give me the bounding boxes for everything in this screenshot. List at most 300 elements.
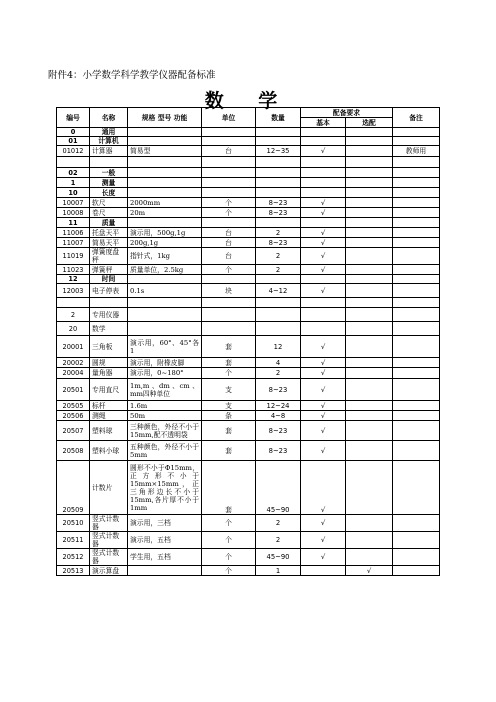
cell-optional: [346, 401, 393, 411]
cell-spec: 演示用，500g,1g: [128, 228, 202, 238]
cell-code: 20511: [57, 532, 90, 549]
cell-basic: √: [301, 228, 346, 238]
table-row: [57, 441, 440, 461]
cell-empty: [301, 157, 346, 168]
table-row: [57, 146, 440, 157]
cell-note: [393, 238, 440, 248]
cell-spec: 学生用，五档: [128, 549, 202, 566]
cell-basic: √: [301, 368, 346, 379]
cell-name: 计算机: [90, 137, 128, 146]
cell-optional: [346, 358, 393, 368]
cell-spec: 质量单位，2.5kg: [128, 265, 202, 275]
cell-spec: 1.6m: [128, 401, 202, 411]
cell-note: [393, 549, 440, 566]
table-body: [57, 128, 440, 576]
cell-empty: [128, 218, 202, 228]
empty-row: [57, 298, 440, 308]
cell-empty: [301, 298, 346, 308]
header-qty: 数量: [256, 108, 301, 128]
cell-empty: [256, 168, 301, 178]
header-note: 备注: [393, 108, 440, 128]
cell-unit: 套: [202, 358, 256, 368]
table-row: [57, 137, 440, 146]
cell-code: 20501: [57, 379, 90, 401]
cell-note: [393, 358, 440, 368]
cell-spec: 圆形不小于Φ15mm，正方形不小于15mm×15mm，正三角形边长不小于15mm,各片厚不小于1mm: [128, 461, 202, 515]
cell-empty: [256, 298, 301, 308]
cell-code: 20510: [57, 515, 90, 532]
cell-note: [393, 411, 440, 421]
cell-spec: 演示用，三档: [128, 515, 202, 532]
cell-basic: √: [301, 265, 346, 275]
cell-empty: [301, 188, 346, 198]
cell-name: 长度: [90, 188, 128, 198]
cell-code: 11007: [57, 238, 90, 248]
cell-spec: 200g,1g: [128, 238, 202, 248]
cell-empty: [256, 137, 301, 146]
cell-note: [393, 421, 440, 441]
table-row: [57, 566, 440, 576]
table-row: [57, 308, 440, 322]
cell-basic: √: [301, 379, 346, 401]
cell-unit: 支: [202, 379, 256, 401]
cell-name: 计数片: [90, 461, 128, 515]
cell-basic: √: [301, 358, 346, 368]
cell-empty: [256, 128, 301, 137]
cell-empty: [202, 128, 256, 137]
cell-empty: [202, 188, 256, 198]
cell-empty: [393, 128, 440, 137]
cell-note: [393, 198, 440, 208]
table-row: [57, 188, 440, 198]
header-name: 名称: [90, 108, 128, 128]
cell-optional: [346, 228, 393, 238]
cell-qty: 8~23: [256, 198, 301, 208]
cell-basic: √: [301, 549, 346, 566]
cell-basic: √: [301, 461, 346, 515]
cell-unit: 条: [202, 411, 256, 421]
cell-unit: 套: [202, 421, 256, 441]
table-row: [57, 284, 440, 298]
cell-name: 塑料小球: [90, 441, 128, 461]
cell-name: 演示算盘: [90, 566, 128, 576]
cell-empty: [202, 275, 256, 284]
cell-qty: 8~23: [256, 441, 301, 461]
cell-name: 软尺: [90, 198, 128, 208]
cell-empty: [128, 275, 202, 284]
cell-code: 10: [57, 188, 90, 198]
cell-qty: 2: [256, 515, 301, 532]
cell-unit: 支: [202, 401, 256, 411]
cell-empty: [128, 188, 202, 198]
cell-qty: 8~23: [256, 421, 301, 441]
cell-qty: 1: [256, 566, 301, 576]
cell-empty: [202, 322, 256, 336]
cell-empty: [128, 322, 202, 336]
table-row: [57, 322, 440, 336]
cell-name: 三角板: [90, 336, 128, 358]
cell-empty: [393, 298, 440, 308]
cell-empty: [256, 308, 301, 322]
cell-name: 专用直尺: [90, 379, 128, 401]
cell-name: 弹簧度盘秤: [90, 248, 128, 265]
cell-spec: 演示用，附橡皮脚: [128, 358, 202, 368]
cell-name: 标杆: [90, 401, 128, 411]
cell-optional: [346, 368, 393, 379]
table-row: [57, 368, 440, 379]
cell-spec: 50m: [128, 411, 202, 421]
cell-empty: [346, 168, 393, 178]
cell-empty: [393, 308, 440, 322]
cell-code: 20506: [57, 411, 90, 421]
document-caption: 附件4：小学数学科学教学仪器配备标准: [48, 70, 216, 81]
cell-empty: [301, 218, 346, 228]
cell-optional: [346, 532, 393, 549]
cell-empty: [393, 188, 440, 198]
cell-optional: [346, 265, 393, 275]
cell-empty: [301, 308, 346, 322]
cell-name: 竖式计数器: [90, 515, 128, 532]
cell-name: 测绳: [90, 411, 128, 421]
cell-empty: [393, 275, 440, 284]
cell-optional: [346, 441, 393, 461]
cell-optional: [346, 379, 393, 401]
cell-qty: 8~23: [256, 379, 301, 401]
cell-note: [393, 566, 440, 576]
cell-unit: 台: [202, 248, 256, 265]
table-row: [57, 178, 440, 188]
cell-code: 12003: [57, 284, 90, 298]
table-row: [57, 218, 440, 228]
table-row: [57, 128, 440, 137]
cell-name: 电子停表: [90, 284, 128, 298]
cell-qty: 2: [256, 532, 301, 549]
cell-basic: √: [301, 146, 346, 157]
cell-unit: 套: [202, 336, 256, 358]
cell-basic: √: [301, 401, 346, 411]
cell-unit: 台: [202, 228, 256, 238]
table-row: [57, 411, 440, 421]
cell-code: 20509: [57, 461, 90, 515]
table-row: [57, 265, 440, 275]
cell-spec: 1m,m 、dm 、cm 、mm四种单位: [128, 379, 202, 401]
cell-optional: √: [346, 566, 393, 576]
cell-name: 一般: [90, 168, 128, 178]
cell-empty: [346, 308, 393, 322]
cell-note: [393, 401, 440, 411]
cell-empty: [202, 168, 256, 178]
cell-empty: [57, 157, 90, 168]
cell-optional: [346, 208, 393, 218]
cell-empty: [256, 178, 301, 188]
cell-empty: [301, 137, 346, 146]
cell-qty: 4: [256, 358, 301, 368]
cell-code: 12: [57, 275, 90, 284]
header-requirement: 配备要求: [301, 108, 393, 118]
cell-spec: 指针式，1kg: [128, 248, 202, 265]
cell-empty: [393, 168, 440, 178]
cell-optional: [346, 146, 393, 157]
equipment-table: [56, 107, 440, 576]
cell-note: [393, 336, 440, 358]
cell-empty: [128, 157, 202, 168]
cell-code: 1: [57, 178, 90, 188]
cell-unit: 个: [202, 566, 256, 576]
cell-empty: [256, 322, 301, 336]
cell-spec: [128, 566, 202, 576]
cell-code: 11023: [57, 265, 90, 275]
cell-code: 20512: [57, 549, 90, 566]
cell-name: 通用: [90, 128, 128, 137]
table-row: [57, 336, 440, 358]
cell-empty: [346, 275, 393, 284]
cell-empty: [256, 218, 301, 228]
cell-unit: 套: [202, 441, 256, 461]
cell-basic: √: [301, 532, 346, 549]
cell-unit: 个: [202, 549, 256, 566]
cell-spec: 简易型: [128, 146, 202, 157]
cell-code: 11019: [57, 248, 90, 265]
cell-empty: [346, 188, 393, 198]
table-row: [57, 379, 440, 401]
cell-qty: 4~8: [256, 411, 301, 421]
cell-code: 20505: [57, 401, 90, 411]
cell-basic: √: [301, 411, 346, 421]
cell-code: 01012: [57, 146, 90, 157]
cell-empty: [202, 157, 256, 168]
cell-spec: 三种颜色，外径不小于15mm,配不透明袋: [128, 421, 202, 441]
cell-code: 20507: [57, 421, 90, 441]
cell-empty: [346, 178, 393, 188]
cell-empty: [346, 128, 393, 137]
cell-basic: √: [301, 421, 346, 441]
cell-optional: [346, 336, 393, 358]
cell-empty: [301, 128, 346, 137]
table-row: [57, 515, 440, 532]
table-row: [57, 238, 440, 248]
cell-empty: [346, 157, 393, 168]
cell-basic: √: [301, 238, 346, 248]
cell-empty: [393, 178, 440, 188]
cell-code: 20: [57, 322, 90, 336]
cell-note: 教师用: [393, 146, 440, 157]
cell-empty: [256, 188, 301, 198]
cell-empty: [301, 322, 346, 336]
cell-qty: 12~35: [256, 146, 301, 157]
cell-basic: √: [301, 208, 346, 218]
cell-empty: [301, 178, 346, 188]
cell-note: [393, 208, 440, 218]
cell-qty: 8~23: [256, 208, 301, 218]
cell-spec: 0.1s: [128, 284, 202, 298]
cell-spec: 2000mm: [128, 198, 202, 208]
cell-name: 专用仪器: [90, 308, 128, 322]
header-code: 编号: [57, 108, 90, 128]
table-row: [57, 198, 440, 208]
cell-basic: √: [301, 284, 346, 298]
table-row: [57, 532, 440, 549]
cell-qty: 2: [256, 265, 301, 275]
cell-name: 质量: [90, 218, 128, 228]
cell-name: 弹簧秤: [90, 265, 128, 275]
cell-unit: 个: [202, 208, 256, 218]
cell-empty: [346, 137, 393, 146]
cell-code: 20004: [57, 368, 90, 379]
cell-optional: [346, 198, 393, 208]
cell-spec: 20m: [128, 208, 202, 218]
cell-qty: 8~23: [256, 238, 301, 248]
cell-empty: [301, 168, 346, 178]
cell-unit: 个: [202, 532, 256, 549]
cell-code: 10008: [57, 208, 90, 218]
table-row: [57, 401, 440, 411]
cell-code: 11: [57, 218, 90, 228]
cell-optional: [346, 549, 393, 566]
cell-qty: 45~90: [256, 461, 301, 515]
cell-unit: 个: [202, 198, 256, 208]
cell-qty: 12~24: [256, 401, 301, 411]
table-row: [57, 208, 440, 218]
cell-name: 卷尺: [90, 208, 128, 218]
cell-spec: 演示用，五档: [128, 532, 202, 549]
cell-qty: 45~90: [256, 549, 301, 566]
cell-empty: [128, 137, 202, 146]
cell-note: [393, 228, 440, 238]
cell-empty: [128, 298, 202, 308]
cell-unit: 个: [202, 368, 256, 379]
cell-code: 20508: [57, 441, 90, 461]
cell-note: [393, 284, 440, 298]
cell-name: 量角器: [90, 368, 128, 379]
header-spec: 规格 型号 功能: [128, 108, 202, 128]
cell-empty: [128, 168, 202, 178]
cell-unit: 套: [202, 461, 256, 515]
cell-empty: [256, 275, 301, 284]
cell-empty: [346, 322, 393, 336]
cell-empty: [57, 298, 90, 308]
table-row: [57, 228, 440, 238]
cell-empty: [393, 157, 440, 168]
cell-qty: 2: [256, 368, 301, 379]
cell-unit: 台: [202, 146, 256, 157]
cell-name: 竖式计数器: [90, 532, 128, 549]
empty-row: [57, 157, 440, 168]
cell-name: 塑料球: [90, 421, 128, 441]
cell-empty: [202, 137, 256, 146]
cell-code: 01: [57, 137, 90, 146]
cell-basic: [301, 566, 346, 576]
cell-empty: [128, 178, 202, 188]
cell-name: 时间: [90, 275, 128, 284]
cell-basic: √: [301, 248, 346, 265]
cell-empty: [301, 275, 346, 284]
cell-empty: [256, 157, 301, 168]
cell-empty: [202, 298, 256, 308]
cell-code: 20001: [57, 336, 90, 358]
cell-optional: [346, 248, 393, 265]
cell-code: 02: [57, 168, 90, 178]
cell-basic: √: [301, 336, 346, 358]
cell-name: 竖式计数器: [90, 549, 128, 566]
table-row: [57, 358, 440, 368]
cell-code: 0: [57, 128, 90, 137]
cell-optional: [346, 421, 393, 441]
table-row: [57, 461, 440, 515]
subject-title: 数 学: [204, 90, 292, 112]
cell-empty: [90, 298, 128, 308]
cell-optional: [346, 238, 393, 248]
cell-optional: [346, 515, 393, 532]
cell-code: 20002: [57, 358, 90, 368]
cell-spec: 五种颜色，外径不小于5mm: [128, 441, 202, 461]
table-row: [57, 275, 440, 284]
cell-name: 简易天平: [90, 238, 128, 248]
cell-note: [393, 265, 440, 275]
cell-qty: 2: [256, 228, 301, 238]
cell-name: 托盘天平: [90, 228, 128, 238]
table-row: [57, 549, 440, 566]
cell-empty: [393, 137, 440, 146]
header-basic: 基本: [301, 118, 346, 128]
cell-code: 20513: [57, 566, 90, 576]
cell-unit: 个: [202, 265, 256, 275]
cell-name: 数学: [90, 322, 128, 336]
header-optional: 选配: [346, 118, 393, 128]
cell-qty: 12: [256, 336, 301, 358]
cell-spec: 演示用，0~180°: [128, 368, 202, 379]
cell-empty: [393, 218, 440, 228]
cell-basic: √: [301, 441, 346, 461]
cell-empty: [346, 298, 393, 308]
cell-code: 11006: [57, 228, 90, 238]
cell-note: [393, 368, 440, 379]
cell-note: [393, 379, 440, 401]
cell-unit: 块: [202, 284, 256, 298]
table-row: [57, 421, 440, 441]
cell-qty: 2: [256, 248, 301, 265]
cell-spec: 演示用，60°、45°各1: [128, 336, 202, 358]
cell-note: [393, 248, 440, 265]
cell-unit: 台: [202, 238, 256, 248]
cell-empty: [202, 178, 256, 188]
cell-optional: [346, 461, 393, 515]
cell-empty: [202, 218, 256, 228]
cell-empty: [128, 308, 202, 322]
cell-optional: [346, 284, 393, 298]
cell-empty: [393, 322, 440, 336]
cell-note: [393, 532, 440, 549]
cell-unit: 个: [202, 515, 256, 532]
cell-name: 计算器: [90, 146, 128, 157]
cell-optional: [346, 411, 393, 421]
table-row: [57, 248, 440, 265]
cell-note: [393, 441, 440, 461]
cell-note: [393, 461, 440, 515]
cell-code: 10007: [57, 198, 90, 208]
cell-basic: √: [301, 515, 346, 532]
cell-name: 测量: [90, 178, 128, 188]
cell-qty: 4~12: [256, 284, 301, 298]
cell-empty: [346, 218, 393, 228]
cell-empty: [202, 308, 256, 322]
cell-code: 2: [57, 308, 90, 322]
cell-name: 圆规: [90, 358, 128, 368]
table-row: [57, 168, 440, 178]
cell-empty: [90, 157, 128, 168]
cell-basic: √: [301, 198, 346, 208]
cell-empty: [128, 128, 202, 137]
header-unit: 单位: [202, 108, 256, 128]
